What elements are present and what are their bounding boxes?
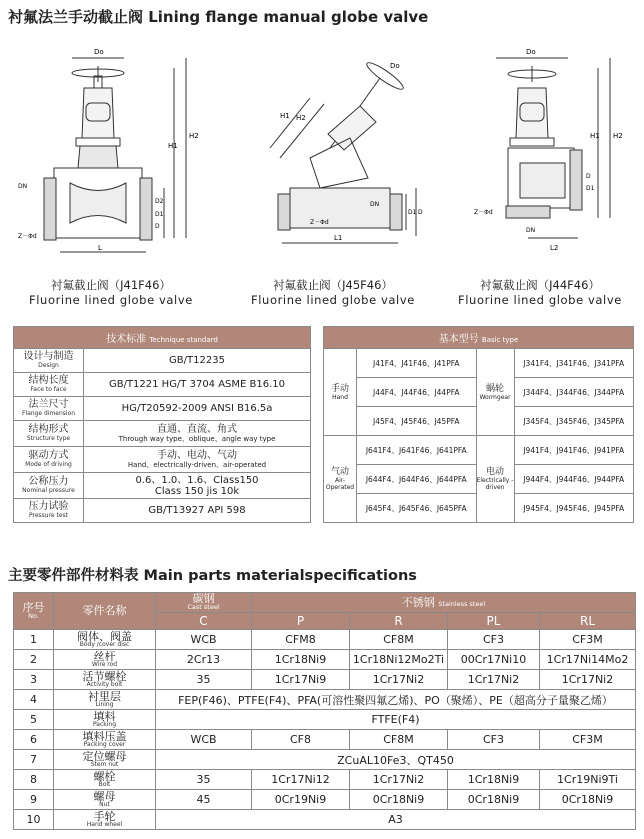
tech-value [84, 421, 311, 447]
group-label [324, 436, 357, 523]
caption-j45 [228, 278, 438, 308]
dim-d2: D2 [155, 198, 164, 205]
material-cell: WCB [156, 730, 252, 750]
tech-value-sub: Class 150 jis 10k [154, 485, 240, 497]
group-label [324, 349, 357, 436]
tech-label [14, 397, 84, 421]
part-name [54, 810, 156, 830]
material-cell: 45 [156, 790, 252, 810]
basic-header [324, 327, 634, 349]
group-label-cn: 电动 [485, 467, 504, 477]
part-name [54, 750, 156, 770]
page-title: 衬氟法兰手动截止阀 Lining flange manual globe valve [8, 8, 429, 26]
tech-label-cn: 压力试验 [28, 501, 69, 512]
tech-label-en: Structure type [26, 435, 71, 442]
tech-value [84, 373, 311, 397]
material-cell: 35 [156, 670, 252, 690]
part-name [54, 650, 156, 670]
model-cell: J41F4、J41F46、J41PFA [357, 349, 477, 378]
model-cell: J345F4、J345F46、J345PFA [514, 407, 634, 436]
col-header-stainless [252, 593, 636, 613]
part-name [54, 770, 156, 790]
material-cell: 1Cr17Ni2 [540, 670, 636, 690]
row-number: 5 [14, 710, 54, 730]
tech-label-cn: 设计与制造 [23, 351, 74, 362]
dim-d: D [586, 173, 591, 180]
model-cell: J344F4、J344F46、J344PFA [514, 378, 634, 407]
row-number: 10 [14, 810, 54, 830]
part-name-en: Bolt [98, 780, 111, 788]
table-row [14, 690, 636, 710]
part-name-cn: 螺栓 [93, 769, 116, 783]
table-row [14, 710, 636, 730]
col-header-no-cn: 序号 [22, 600, 45, 614]
col-header-cast-en: Cast steel [187, 603, 220, 611]
part-name-cn: 定位螺母 [82, 749, 127, 763]
dim-l2: L2 [550, 244, 559, 252]
part-name-cn: 阀体、阀盖 [77, 629, 132, 643]
caption-cn: 衬氟截止阀（J44F46） [480, 278, 600, 292]
part-name [54, 670, 156, 690]
material-cell: CFM8 [252, 630, 350, 650]
tech-label-cn: 公称压力 [28, 476, 69, 487]
part-name [54, 730, 156, 750]
dim-d1: D1 [155, 211, 164, 218]
tech-label-en: Mode of driving [25, 461, 72, 468]
row-number: 2 [14, 650, 54, 670]
material-cell: 1Cr17Ni9 [252, 670, 350, 690]
part-name-en: Body /cover disc [79, 640, 130, 648]
tech-header [14, 327, 311, 349]
dim-d: D [418, 209, 423, 216]
col-header-r: R [350, 613, 448, 630]
part-name-en: Packing [92, 720, 117, 728]
model-cell: J341F4、J341F46、J341PFA [514, 349, 634, 378]
col-header-rl: RL [540, 613, 636, 630]
col-header-stainless-en: Stainless steel [438, 599, 486, 608]
group-label-en: Electrically -driven [476, 477, 514, 491]
part-name-en: Wire rod [91, 660, 118, 668]
basic-header-en: Basic type [481, 336, 519, 344]
tech-standard-table [13, 326, 311, 523]
table-row [14, 790, 636, 810]
dim-h2: H2 [189, 132, 199, 140]
dim-d1: D1 [408, 209, 417, 216]
tech-value-main: GB/T1221 HG/T 3704 ASME B16.10 [108, 379, 286, 390]
row-number: 7 [14, 750, 54, 770]
group-label-en: Wormgear [479, 393, 511, 401]
model-cell: J941F4、J941F46、J941PFA [514, 436, 634, 465]
dim-do: Do [526, 48, 536, 56]
materials-body [14, 630, 636, 830]
tech-label-cn: 结构形式 [28, 424, 69, 435]
tech-label-en: Pressure test [28, 512, 69, 519]
model-cell: J644F4、J644F46、J644PFA [357, 465, 477, 494]
dim-l: L [98, 244, 102, 252]
material-cell: CF8M [350, 730, 448, 750]
tech-label [14, 421, 84, 447]
col-header-no [14, 593, 54, 630]
tech-label [14, 447, 84, 473]
material-cell: 1Cr18Ni9 [252, 650, 350, 670]
dim-h2: H2 [296, 114, 306, 122]
tech-label [14, 499, 84, 523]
tech-value [84, 499, 311, 523]
material-cell: ZCuAL10Fe3、QT450 [156, 750, 636, 770]
materials-section-title: 主要零件部件材料表 Main parts materialspecifications [8, 568, 417, 584]
tech-value [84, 397, 311, 421]
dim-l1: L1 [334, 234, 343, 242]
caption-cn: 衬氟截止阀（J41F46） [51, 278, 171, 292]
caption-en: Fluorine lined globe valve [251, 293, 415, 307]
caption-en: Fluorine lined globe valve [29, 293, 193, 307]
dim-d1: D1 [586, 185, 595, 192]
model-cell: J944F4、J944F46、J944PFA [514, 465, 634, 494]
tech-value [84, 349, 311, 373]
material-cell: CF3M [540, 730, 636, 750]
group-label [476, 349, 514, 436]
tech-value-main: HG/T20592-2009 ANSI B16.5a [121, 403, 273, 414]
dim-dn: DN [18, 183, 28, 190]
tech-label-en: Flange dimension [21, 410, 76, 417]
material-cell: FTFE(F4) [156, 710, 636, 730]
part-name-en: Lining [95, 700, 114, 708]
row-number: 4 [14, 690, 54, 710]
tech-value [84, 473, 311, 499]
material-cell: 1Cr17Ni14Mo2 [540, 650, 636, 670]
group-label-en: Hand [332, 393, 348, 401]
dim-h1: H1 [590, 132, 600, 140]
part-name-en: Hand wheel [86, 820, 123, 828]
caption-en: Fluorine lined globe valve [458, 293, 622, 307]
material-cell: 1Cr18Ni9 [448, 770, 540, 790]
col-header-no-en: No. [28, 611, 39, 620]
material-cell: CF3 [448, 630, 540, 650]
tech-value-main: 0.6、1.0、1.6、Class150 [135, 474, 259, 486]
part-name [54, 690, 156, 710]
material-cell: 0Cr18Ni9 [448, 790, 540, 810]
material-cell: 1Cr17Ni2 [350, 670, 448, 690]
valve-drawing-j45 [250, 38, 440, 258]
basic-type-table [323, 326, 634, 523]
table-row [14, 750, 636, 770]
table-row [14, 630, 636, 650]
tech-value-sub: Through way type、oblique、angle way type [118, 435, 276, 443]
dim-h1: H1 [168, 142, 178, 150]
part-name-cn: 螺母 [93, 789, 116, 803]
row-number: 9 [14, 790, 54, 810]
material-cell: 1Cr17Ni2 [448, 670, 540, 690]
basic-header-cn: 基本型号 [438, 334, 479, 345]
model-cell: J45F4、J45F46、J45PFA [357, 407, 477, 436]
table-row [14, 810, 636, 830]
dim-dn: DN [526, 227, 536, 234]
group-label-cn: 气动 [330, 467, 349, 477]
material-cell: 00Cr17Ni10 [448, 650, 540, 670]
caption-j41 [6, 278, 216, 308]
material-cell: 1Cr18Ni12Mo2Ti [350, 650, 448, 670]
part-name-cn: 填料 [93, 709, 116, 723]
tech-header-cn: 技术标准 [106, 334, 147, 345]
model-cell: J44F4、J44F46、J44PFA [357, 378, 477, 407]
table-row [14, 730, 636, 750]
row-number: 1 [14, 630, 54, 650]
material-cell: 1Cr17Ni2 [350, 770, 448, 790]
col-header-c: C [156, 613, 252, 630]
tech-label-cn: 驱动方式 [28, 450, 69, 461]
row-number: 8 [14, 770, 54, 790]
material-cell: 0Cr18Ni9 [540, 790, 636, 810]
dim-h1: H1 [280, 112, 290, 120]
part-name-cn: 填料压盖 [82, 729, 127, 743]
table-row [14, 650, 636, 670]
part-name [54, 710, 156, 730]
tech-value-sub: Hand、electrically-driven、air-operated [127, 461, 267, 469]
tech-label-en: Nominal pressure [22, 487, 75, 494]
material-cell: CF3 [448, 730, 540, 750]
part-name-cn: 手轮 [93, 809, 116, 823]
tech-header-en: Technique standard [149, 336, 218, 344]
material-cell: 1Cr17Ni12 [252, 770, 350, 790]
part-name-cn: 衬里层 [88, 689, 121, 703]
material-cell: CF8 [252, 730, 350, 750]
material-cell: WCB [156, 630, 252, 650]
caption-cn: 衬氟截止阀（J45F46） [273, 278, 393, 292]
table-row [14, 670, 636, 690]
material-cell: CF3M [540, 630, 636, 650]
tech-value-main: 手动、电动、气动 [157, 450, 237, 461]
tech-label [14, 373, 84, 397]
col-header-name: 零件名称 [54, 593, 156, 630]
tech-value-main: 直通、直流、角式 [157, 424, 237, 435]
tech-label [14, 473, 84, 499]
material-cell: 0Cr18Ni9 [350, 790, 448, 810]
dim-dn: DN [370, 201, 380, 208]
dim-do: Do [390, 62, 400, 70]
group-label-cn: 手动 [330, 383, 349, 394]
part-name [54, 790, 156, 810]
material-cell: 1Cr19Ni9Ti [540, 770, 636, 790]
material-cell: A3 [156, 810, 636, 830]
dim-h2: H2 [613, 132, 623, 140]
valve-drawing-j44 [470, 38, 640, 258]
tech-label [14, 349, 84, 373]
part-name-cn: 丝杆 [93, 649, 116, 663]
group-label-cn: 蜗轮 [485, 383, 504, 394]
part-name-en: Packing cover [83, 740, 126, 748]
valve-drawing-j41 [14, 38, 204, 258]
material-cell: 2Cr13 [156, 650, 252, 670]
material-cell: 35 [156, 770, 252, 790]
row-number: 3 [14, 670, 54, 690]
model-cell: J645F4、J645F46、J645PFA [357, 494, 477, 523]
tech-label-en: Design [38, 362, 59, 369]
tech-value-main: GB/T12235 [169, 355, 225, 366]
dim-z: Z－Φd [310, 219, 329, 226]
col-header-stainless-cn: 不锈钢 [401, 595, 435, 609]
tech-value [84, 447, 311, 473]
dim-z: Z－Φd [474, 209, 493, 216]
part-name-cn: 活节螺栓 [82, 669, 127, 683]
part-name-en: Activity bolt [86, 680, 123, 688]
part-name-en: Stem nut [90, 760, 119, 768]
materials-table [13, 592, 636, 830]
part-name [54, 630, 156, 650]
table-row [14, 770, 636, 790]
material-cell: CF8M [350, 630, 448, 650]
model-cell: J641F4、J641F46、J641PFA [357, 436, 477, 465]
group-label-en: Air-Operated [325, 477, 355, 491]
col-header-cast [156, 593, 252, 613]
caption-j44 [440, 278, 640, 308]
dim-z: Z－Φd [18, 233, 37, 240]
material-cell: FEP(F46)、PTFE(F4)、PFA(可溶性聚四氟乙烯)、PO（聚烯）、PE（超高分子量聚乙烯） [156, 690, 636, 710]
col-header-pl: PL [448, 613, 540, 630]
tech-label-cn: 法兰尺寸 [28, 399, 69, 410]
part-name-en: Nut [99, 800, 110, 808]
dim-d: D [155, 223, 160, 230]
group-label [476, 436, 514, 523]
tech-value-main: GB/T13927 API 598 [148, 505, 246, 516]
row-number: 6 [14, 730, 54, 750]
tech-label-cn: 结构长度 [28, 375, 69, 386]
model-cell: J945F4、J945F46、J945PFA [514, 494, 634, 523]
tech-label-en: Face to face [30, 386, 67, 393]
material-cell: 0Cr19Ni9 [252, 790, 350, 810]
col-header-p: P [252, 613, 350, 630]
col-header-cast-cn: 碳钢 [192, 592, 215, 605]
dim-do: Do [94, 48, 104, 56]
